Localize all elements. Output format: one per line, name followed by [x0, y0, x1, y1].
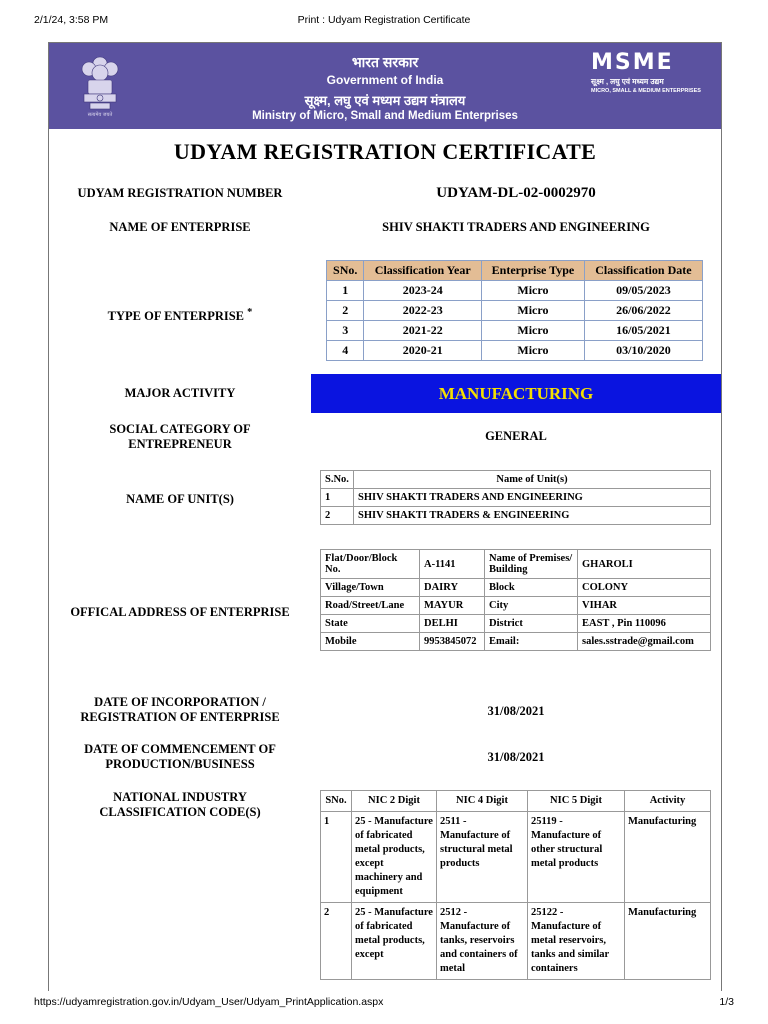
print-url: https://udyamregistration.gov.in/Udyam_User/Udyam_PrintApplication.aspx [34, 996, 384, 1008]
table-cell: Email: [485, 633, 578, 651]
table-cell: State [321, 615, 420, 633]
table-cell: SHIV SHAKTI TRADERS AND ENGINEERING [354, 489, 711, 507]
table-row [321, 489, 711, 507]
major-activity-value: MANUFACTURING [311, 374, 721, 413]
table-cell: 2020-21 [364, 341, 482, 361]
certificate-title: UDYAM REGISTRATION CERTIFICATE [173, 139, 597, 164]
incorporation-label: DATE OF INCORPORATION / REGISTRATION OF ENTERPRISE [80, 695, 280, 724]
enterprise-name-label: NAME OF ENTERPRISE [109, 220, 251, 234]
units-col-name: Name of Unit(s) [354, 471, 711, 489]
browser-print-footer [34, 996, 734, 1010]
table-cell: SHIV SHAKTI TRADERS & ENGINEERING [354, 507, 711, 525]
social-category-label: SOCIAL CATEGORY OF ENTREPRENEUR [109, 422, 251, 451]
msme-logo-hindi: सूक्ष्म , लघु एवं मध्यम उद्यम [591, 77, 664, 86]
table-cell: COLONY [578, 579, 711, 597]
table-cell: City [485, 597, 578, 615]
gov-hindi-text: भारत सरकार [351, 54, 419, 70]
table-cell: GHAROLI [578, 550, 711, 579]
type-col-year: Classification Year [364, 261, 482, 281]
ministry-banner [49, 43, 721, 129]
table-cell: District [485, 615, 578, 633]
nic-col-4digit: NIC 4 Digit [437, 791, 528, 812]
table-row [321, 791, 711, 812]
ministry-text: Ministry of Micro, Small and Medium Enterprises [252, 110, 518, 122]
table-cell: 26/06/2022 [584, 301, 702, 321]
table-cell: Micro [482, 321, 585, 341]
type-label-mark: * [247, 307, 253, 318]
ministry-hindi-text: सूक्ष्म, लघु एवं मध्यम उद्यम मंत्रालय [304, 93, 466, 108]
social-category-value: GENERAL [485, 429, 547, 443]
table-cell: VIHAR [578, 597, 711, 615]
table-cell: 9953845072 [420, 633, 485, 651]
table-row [321, 579, 711, 597]
table-cell: DAIRY [420, 579, 485, 597]
units-col-sno: S.No. [321, 471, 354, 489]
nic-label: NATIONAL INDUSTRY CLASSIFICATION CODE(S) [99, 790, 261, 819]
table-cell: sales.sstrade@gmail.com [578, 633, 711, 651]
table-cell: 1 [327, 281, 364, 301]
table-row [327, 321, 703, 341]
units-label: NAME OF UNIT(S) [126, 492, 234, 506]
msme-logo-subtitle: MICRO, SMALL & MEDIUM ENTERPRISES [591, 88, 701, 94]
table-cell: Road/Street/Lane [321, 597, 420, 615]
table-cell: 09/05/2023 [584, 281, 702, 301]
table-cell: 25122 - Manufacture of metal reservoirs, tanks and similar containers [528, 903, 625, 980]
table-cell: 3 [327, 321, 364, 341]
table-row [327, 281, 703, 301]
table-row [321, 507, 711, 525]
table-cell: A-1141 [420, 550, 485, 579]
reg-no-label: UDYAM REGISTRATION NUMBER [77, 186, 283, 200]
table-row [321, 615, 711, 633]
gov-text: Government of India [326, 73, 444, 87]
type-col-type: Enterprise Type [482, 261, 585, 281]
table-cell: Name of Premises/ Building [485, 550, 578, 579]
table-cell: 16/05/2021 [584, 321, 702, 341]
table-cell: Micro [482, 341, 585, 361]
address-label: OFFICAL ADDRESS OF ENTERPRISE [70, 605, 290, 619]
commencement-value: 31/08/2021 [487, 750, 545, 764]
table-row [321, 597, 711, 615]
table-cell: 25 - Manufacture of fabricated metal products, except machinery and equipment [352, 812, 437, 903]
table-cell: 03/10/2020 [584, 341, 702, 361]
nic-col-2digit: NIC 2 Digit [352, 791, 437, 812]
table-cell: 25119 - Manufacture of other structural metal products [528, 812, 625, 903]
table-cell: Micro [482, 281, 585, 301]
table-cell: Block [485, 579, 578, 597]
table-cell: 2512 - Manufacture of tanks, reservoirs and containers of metal [437, 903, 528, 980]
nic-col-activity: Activity [625, 791, 711, 812]
nic-table [320, 790, 711, 980]
msme-logo-text: MSME [591, 50, 674, 75]
table-row [321, 471, 711, 489]
type-col-sno: SNo. [327, 261, 364, 281]
table-cell: 2 [321, 903, 352, 980]
table-cell: MAYUR [420, 597, 485, 615]
incorporation-value: 31/08/2021 [487, 704, 545, 718]
table-cell: Mobile [321, 633, 420, 651]
table-row [321, 633, 711, 651]
table-cell: 2 [327, 301, 364, 321]
print-page-number: 1/3 [719, 996, 734, 1008]
table-cell: 2023-24 [364, 281, 482, 301]
enterprise-name-value: SHIV SHAKTI TRADERS AND ENGINEERING [382, 220, 650, 234]
certificate [48, 42, 722, 991]
browser-print-header [34, 14, 734, 28]
type-col-date: Classification Date [584, 261, 702, 281]
commencement-label: DATE OF COMMENCEMENT OF PRODUCTION/BUSINESS [84, 742, 276, 771]
table-row [327, 341, 703, 361]
type-label [49, 305, 311, 324]
table-cell: EAST , Pin 110096 [578, 615, 711, 633]
reg-no-value: UDYAM-DL-02-0002970 [436, 185, 596, 201]
table-cell: 1 [321, 489, 354, 507]
major-activity-label: MAJOR ACTIVITY [124, 386, 236, 400]
msme-logo [591, 51, 703, 94]
table-cell: 2022-23 [364, 301, 482, 321]
address-table [320, 549, 711, 651]
table-row [327, 301, 703, 321]
table-row [321, 903, 711, 980]
table-cell: 2511 - Manufacture of structural metal products [437, 812, 528, 903]
enterprise-type-table [326, 260, 703, 361]
table-cell: Manufacturing [625, 812, 711, 903]
table-cell: 25 - Manufacture of fabricated metal products, except [352, 903, 437, 980]
table-cell: Micro [482, 301, 585, 321]
table-cell: Village/Town [321, 579, 420, 597]
table-cell: 1 [321, 812, 352, 903]
print-page-title: Print : Udyam Registration Certificate [297, 14, 471, 26]
table-cell: 2 [321, 507, 354, 525]
table-cell: 4 [327, 341, 364, 361]
table-row [321, 812, 711, 903]
nic-col-5digit: NIC 5 Digit [528, 791, 625, 812]
nic-col-sno: SNo. [321, 791, 352, 812]
table-row [321, 550, 711, 579]
table-cell: Manufacturing [625, 903, 711, 980]
table-cell: DELHI [420, 615, 485, 633]
type-label-text: TYPE OF ENTERPRISE [107, 309, 245, 324]
print-datetime: 2/1/24, 3:58 PM [34, 14, 109, 26]
table-cell: 2021-22 [364, 321, 482, 341]
svg-text:सत्यमेव जयते: सत्यमेव जयते [87, 112, 113, 118]
table-cell: Flat/Door/Block No. [321, 550, 420, 579]
units-table [320, 470, 711, 525]
